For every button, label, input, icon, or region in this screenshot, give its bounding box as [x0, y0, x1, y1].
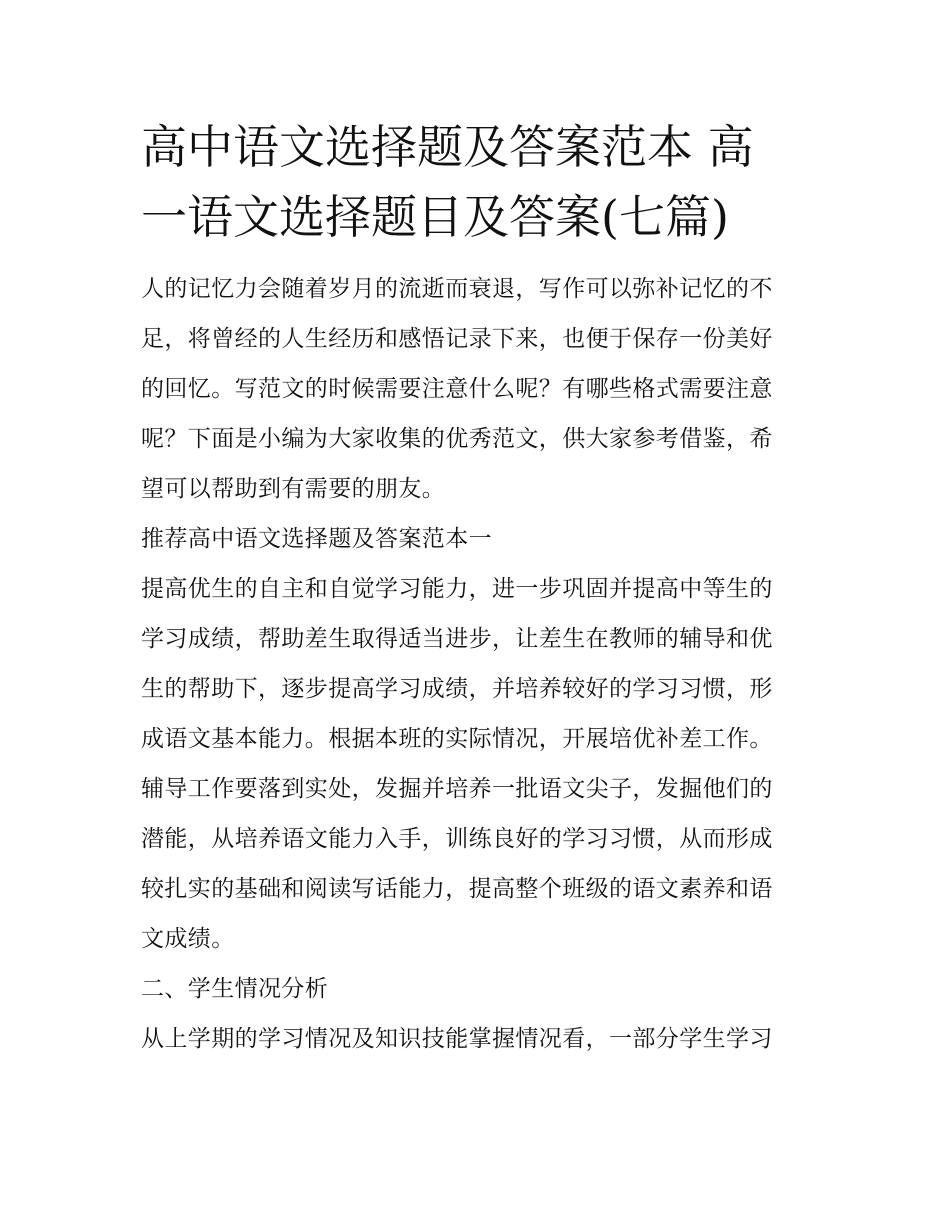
subheading: 二、学生情况分析: [141, 976, 329, 1002]
document-title: [141, 112, 813, 252]
paragraph-line: 较扎实的基础和阅读写话能力，提高整个班级的语文素养和语: [141, 876, 773, 902]
intro-paragraph: [141, 264, 813, 514]
section-heading: 推荐高中语文选择题及答案范本一: [141, 526, 492, 552]
paragraph-line: 足，将曾经的人生经历和感悟记录下来，也便于保存一份美好: [141, 326, 773, 352]
paragraph-line: 人的记忆力会随着岁月的流逝而衰退，写作可以弥补记忆的不: [141, 276, 773, 302]
paragraph-line: 望可以帮助到有需要的朋友。: [141, 476, 446, 502]
paragraph-line: 的回忆。写范文的时候需要注意什么呢？有哪些格式需要注意: [141, 376, 773, 402]
paragraph-line: 文成绩。: [141, 926, 235, 952]
section-paragraph: [141, 564, 813, 964]
paragraph-line: 呢？下面是小编为大家收集的优秀范文，供大家参考借鉴，希: [141, 426, 773, 452]
document-page: [141, 112, 813, 1064]
paragraph-line: 提高优生的自主和自觉学习能力，进一步巩固并提高中等生的: [141, 576, 773, 602]
title-line: 高中语文选择题及答案范本 高: [141, 120, 754, 174]
paragraph-line: 学习成绩，帮助差生取得适当进步，让差生在教师的辅导和优: [141, 626, 773, 652]
title-line: 一语文选择题目及答案(七篇): [141, 190, 729, 244]
paragraph-line: 从上学期的学习情况及知识技能掌握情况看，一部分学生学习: [141, 1026, 773, 1052]
analysis-paragraph: [141, 1014, 813, 1064]
paragraph-line: 潜能，从培养语文能力入手，训练良好的学习习惯，从而形成: [141, 826, 773, 852]
paragraph-line: 生的帮助下，逐步提高学习成绩，并培养较好的学习习惯，形: [141, 676, 773, 702]
paragraph-line: 成语文基本能力。根据本班的实际情况，开展培优补差工作。: [141, 726, 773, 752]
paragraph-line: 辅导工作要落到实处，发掘并培养一批语文尖子，发掘他们的: [141, 776, 773, 802]
